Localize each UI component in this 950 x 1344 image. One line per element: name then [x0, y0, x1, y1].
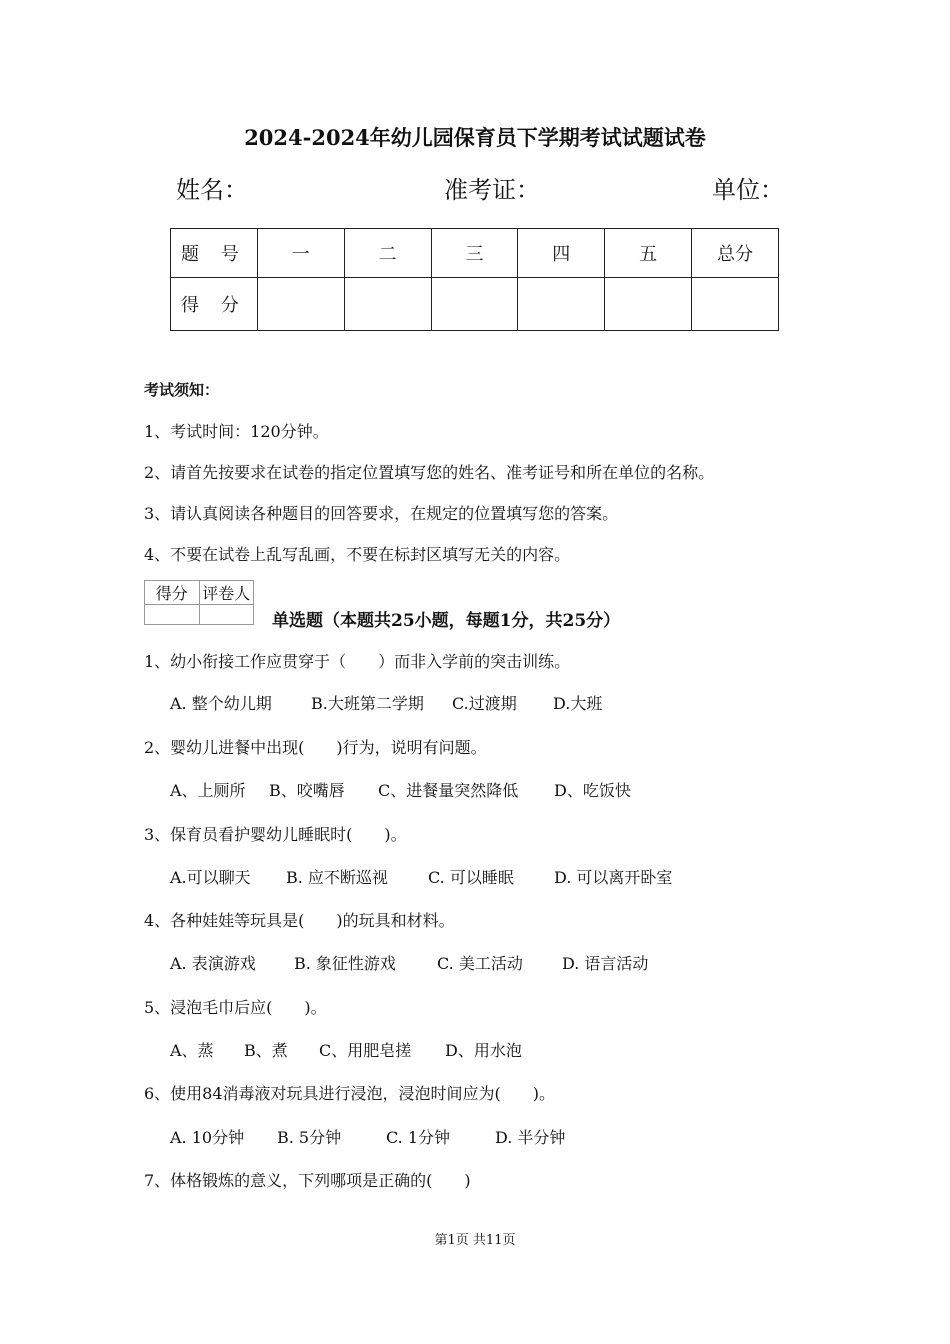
option-d[interactable]: D、吃饭快	[554, 781, 631, 800]
score-cell[interactable]	[257, 278, 344, 331]
option-d[interactable]: D. 语言活动	[562, 954, 649, 973]
question-stem: 6、使用84消毒液对玩具进行浸泡，浸泡时间应为( )。	[144, 1084, 556, 1103]
notice-item: 2、请首先按要求在试卷的指定位置填写您的姓名、准考证号和所在单位的名称。	[144, 463, 715, 482]
question-stem: 4、各种娃娃等玩具是( )的玩具和材料。	[144, 911, 455, 930]
score-table-score-row	[171, 278, 779, 331]
option-c[interactable]: C.过渡期	[452, 694, 517, 713]
score-cell[interactable]	[692, 278, 779, 331]
option-a[interactable]: A. 表演游戏	[170, 954, 256, 973]
score-table-header-cell: 题 号	[171, 229, 258, 278]
grader-score-cell[interactable]	[145, 605, 200, 625]
page-title: 2024-2024年幼儿园保育员下学期考试试题试卷	[244, 125, 706, 150]
page-footer: 第1页 共11页	[434, 1233, 516, 1248]
option-d[interactable]: D.大班	[553, 694, 603, 713]
score-cell[interactable]	[518, 278, 605, 331]
option-a[interactable]: A、蒸	[170, 1041, 214, 1060]
option-d[interactable]: D. 可以离开卧室	[554, 868, 673, 887]
option-b[interactable]: B、咬嘴唇	[269, 781, 345, 800]
option-c[interactable]: C. 1分钟	[386, 1128, 451, 1147]
notice-title: 考试须知：	[144, 381, 220, 399]
question-stem: 3、保育员看护婴幼儿睡眠时( )。	[144, 825, 407, 844]
grader-score-label: 得分	[145, 581, 200, 605]
option-b[interactable]: B.大班第二学期	[311, 694, 424, 713]
option-a[interactable]: A.可以聊天	[170, 868, 251, 887]
score-table	[170, 228, 779, 331]
notice-item: 1、考试时间：120分钟。	[144, 422, 329, 441]
grader-box	[144, 580, 254, 625]
score-cell[interactable]	[431, 278, 518, 331]
grader-name-cell[interactable]	[199, 605, 254, 625]
question-stem: 7、体格锻炼的意义，下列哪项是正确的( )	[144, 1171, 471, 1190]
unit-label: 单位：	[712, 176, 784, 204]
score-cell[interactable]	[344, 278, 431, 331]
score-table-header-cell: 三	[431, 229, 518, 278]
score-table-header-cell: 一	[257, 229, 344, 278]
option-d[interactable]: D、用水泡	[445, 1041, 522, 1060]
option-b[interactable]: B. 5分钟	[277, 1128, 342, 1147]
score-row-label: 得 分	[171, 278, 258, 331]
grader-name-label: 评卷人	[199, 581, 254, 605]
question-stem: 5、浸泡毛巾后应( )。	[144, 998, 327, 1017]
question-stem: 2、婴幼儿进餐中出现( )行为，说明有问题。	[144, 738, 487, 757]
section-title: 单选题（本题共25小题，每题1分，共25分）	[272, 611, 621, 631]
notice-item: 3、请认真阅读各种题目的回答要求，在规定的位置填写您的答案。	[144, 504, 619, 523]
score-table-header-cell: 四	[518, 229, 605, 278]
notice-item: 4、不要在试卷上乱写乱画，不要在标封区填写无关的内容。	[144, 545, 571, 564]
option-b[interactable]: B、煮	[244, 1041, 288, 1060]
option-b[interactable]: B. 应不断巡视	[286, 868, 388, 887]
exam-id-label: 准考证：	[444, 176, 540, 204]
score-table-header-cell: 总分	[692, 229, 779, 278]
score-table-header-row	[171, 229, 779, 278]
option-a[interactable]: A. 整个幼儿期	[170, 694, 272, 713]
option-c[interactable]: C、用肥皂搓	[319, 1041, 412, 1060]
score-cell[interactable]	[605, 278, 692, 331]
question-stem: 1、幼小衔接工作应贯穿于（ ）而非入学前的突击训练。	[144, 652, 571, 671]
score-table-header-cell: 五	[605, 229, 692, 278]
option-b[interactable]: B. 象征性游戏	[294, 954, 396, 973]
score-table-header-cell: 二	[344, 229, 431, 278]
option-c[interactable]: C. 美工活动	[437, 954, 523, 973]
option-a[interactable]: A. 10分钟	[170, 1128, 245, 1147]
option-c[interactable]: C、进餐量突然降低	[378, 781, 519, 800]
option-d[interactable]: D. 半分钟	[495, 1128, 566, 1147]
option-c[interactable]: C. 可以睡眠	[428, 868, 514, 887]
option-a[interactable]: A、上厕所	[170, 781, 246, 800]
name-label: 姓名：	[176, 176, 248, 204]
